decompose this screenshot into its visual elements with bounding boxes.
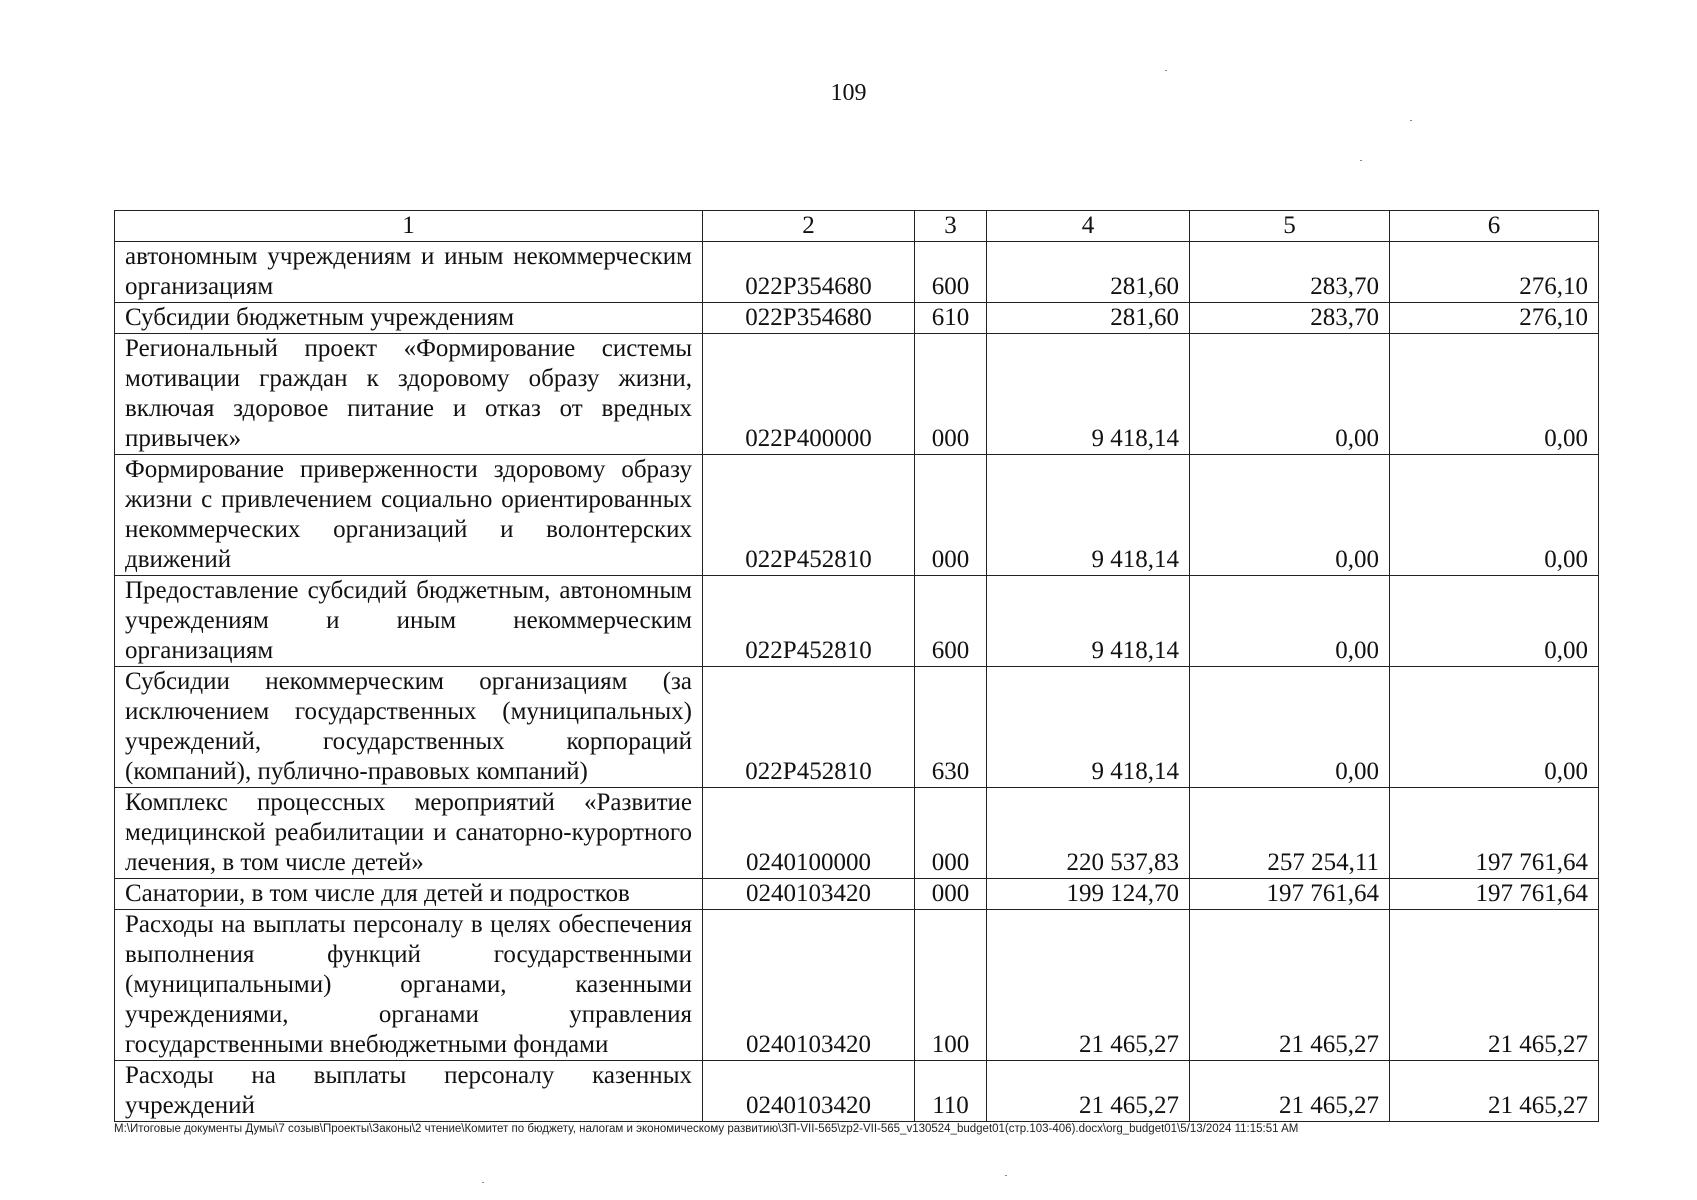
row-name: Формирование приверженности здоровому образу жизни с привлечением социально ориентированных некоммерческих организаций и волонтерских движений bbox=[115, 455, 703, 576]
row-code: 0240100000 bbox=[703, 788, 915, 879]
row-value-5: 257 254,11 bbox=[1190, 788, 1390, 879]
row-value-4: 9 418,14 bbox=[987, 667, 1190, 788]
row-value-4: 9 418,14 bbox=[987, 576, 1190, 667]
row-value-5: 0,00 bbox=[1190, 334, 1390, 455]
row-value-5: 197 761,64 bbox=[1190, 879, 1390, 910]
row-value-6: 276,10 bbox=[1390, 303, 1599, 334]
column-header-6: 6 bbox=[1390, 211, 1599, 242]
scan-speck bbox=[1360, 160, 1362, 161]
row-code: 022Р400000 bbox=[703, 334, 915, 455]
table-row bbox=[115, 788, 1599, 879]
row-value-6: 0,00 bbox=[1390, 455, 1599, 576]
scan-speck bbox=[1410, 120, 1412, 121]
row-name: Субсидии некоммерческим организациям (за исключением государственных (муниципальных) учреждений, государственных корпораций (компаний), публично-правовых компаний) bbox=[115, 667, 703, 788]
row-kind: 000 bbox=[915, 788, 987, 879]
row-value-4: 281,60 bbox=[987, 242, 1190, 303]
row-kind: 000 bbox=[915, 879, 987, 910]
row-name: Комплекс процессных мероприятий «Развитие медицинской реабилитации и санаторно-курортного лечения, в том числе детей» bbox=[115, 788, 703, 879]
row-value-6: 197 761,64 bbox=[1390, 788, 1599, 879]
column-header-3: 3 bbox=[915, 211, 987, 242]
scan-speck bbox=[482, 1182, 484, 1183]
row-value-5: 21 465,27 bbox=[1190, 1061, 1390, 1122]
scan-speck bbox=[1165, 70, 1167, 71]
row-value-5: 0,00 bbox=[1190, 455, 1390, 576]
row-kind: 630 bbox=[915, 667, 987, 788]
row-value-5: 21 465,27 bbox=[1190, 910, 1390, 1061]
row-value-6: 0,00 bbox=[1390, 667, 1599, 788]
row-code: 022Р354680 bbox=[703, 303, 915, 334]
row-name: Расходы на выплаты персоналу казенных учреждений bbox=[115, 1061, 703, 1122]
row-value-4: 199 124,70 bbox=[987, 879, 1190, 910]
row-code: 0240103420 bbox=[703, 879, 915, 910]
row-code: 022Р452810 bbox=[703, 455, 915, 576]
header-row bbox=[115, 211, 1599, 242]
row-code: 0240103420 bbox=[703, 910, 915, 1061]
row-kind: 600 bbox=[915, 242, 987, 303]
row-value-4: 281,60 bbox=[987, 303, 1190, 334]
table-row bbox=[115, 576, 1599, 667]
column-header-2: 2 bbox=[703, 211, 915, 242]
row-value-5: 0,00 bbox=[1190, 667, 1390, 788]
row-code: 0240103420 bbox=[703, 1061, 915, 1122]
row-value-6: 276,10 bbox=[1390, 242, 1599, 303]
row-value-5: 0,00 bbox=[1190, 576, 1390, 667]
row-kind: 610 bbox=[915, 303, 987, 334]
row-code: 022Р452810 bbox=[703, 576, 915, 667]
page-number: 109 bbox=[830, 80, 867, 106]
table-row bbox=[115, 910, 1599, 1061]
row-value-4: 9 418,14 bbox=[987, 334, 1190, 455]
table-row bbox=[115, 303, 1599, 334]
row-code: 022Р452810 bbox=[703, 667, 915, 788]
table-row bbox=[115, 667, 1599, 788]
column-header-4: 4 bbox=[987, 211, 1190, 242]
row-name: автономным учреждениям и иным некоммерческим организациям bbox=[115, 242, 703, 303]
scan-speck bbox=[1005, 1175, 1007, 1176]
column-header-5: 5 bbox=[1190, 211, 1390, 242]
row-value-4: 9 418,14 bbox=[987, 455, 1190, 576]
row-value-6: 0,00 bbox=[1390, 576, 1599, 667]
table-row bbox=[115, 242, 1599, 303]
table-row bbox=[115, 879, 1599, 910]
column-header-1: 1 bbox=[115, 211, 703, 242]
row-name: Санатории, в том числе для детей и подростков bbox=[115, 879, 703, 910]
row-value-5: 283,70 bbox=[1190, 242, 1390, 303]
row-kind: 600 bbox=[915, 576, 987, 667]
row-value-4: 21 465,27 bbox=[987, 1061, 1190, 1122]
row-name: Расходы на выплаты персоналу в целях обеспечения выполнения функций государственными (муниципальными) органами, казенными учреждениями, органами управления государственными внебюджетными фондами bbox=[115, 910, 703, 1061]
row-value-6: 0,00 bbox=[1390, 334, 1599, 455]
row-name: Региональный проект «Формирование системы мотивации граждан к здоровому образу жизни, включая здоровое питание и отказ от вредных привычек» bbox=[115, 334, 703, 455]
row-value-4: 21 465,27 bbox=[987, 910, 1190, 1061]
row-code: 022Р354680 bbox=[703, 242, 915, 303]
row-kind: 100 bbox=[915, 910, 987, 1061]
row-kind: 110 bbox=[915, 1061, 987, 1122]
row-kind: 000 bbox=[915, 455, 987, 576]
budget-table bbox=[114, 210, 1599, 1122]
table-row bbox=[115, 334, 1599, 455]
row-kind: 000 bbox=[915, 334, 987, 455]
row-value-6: 197 761,64 bbox=[1390, 879, 1599, 910]
row-name: Предоставление субсидий бюджетным, автономным учреждениям и иным некоммерческим организациям bbox=[115, 576, 703, 667]
row-value-6: 21 465,27 bbox=[1390, 910, 1599, 1061]
row-value-4: 220 537,83 bbox=[987, 788, 1190, 879]
row-name: Субсидии бюджетным учреждениям bbox=[115, 303, 703, 334]
table-row bbox=[115, 1061, 1599, 1122]
table-row bbox=[115, 455, 1599, 576]
row-value-5: 283,70 bbox=[1190, 303, 1390, 334]
row-value-6: 21 465,27 bbox=[1390, 1061, 1599, 1122]
document-path-footer: M:\Итоговые документы Думы\7 созыв\Проекты\Законы\2 чтение\Комитет по бюджету, налогам и экономическому развитию\ЗП-VII-565\zp2-VII-565_v130524_budget01(стр.103-406).docx\org_budget01\5/13/2024 11:15:51 AM bbox=[114, 1123, 1299, 1135]
